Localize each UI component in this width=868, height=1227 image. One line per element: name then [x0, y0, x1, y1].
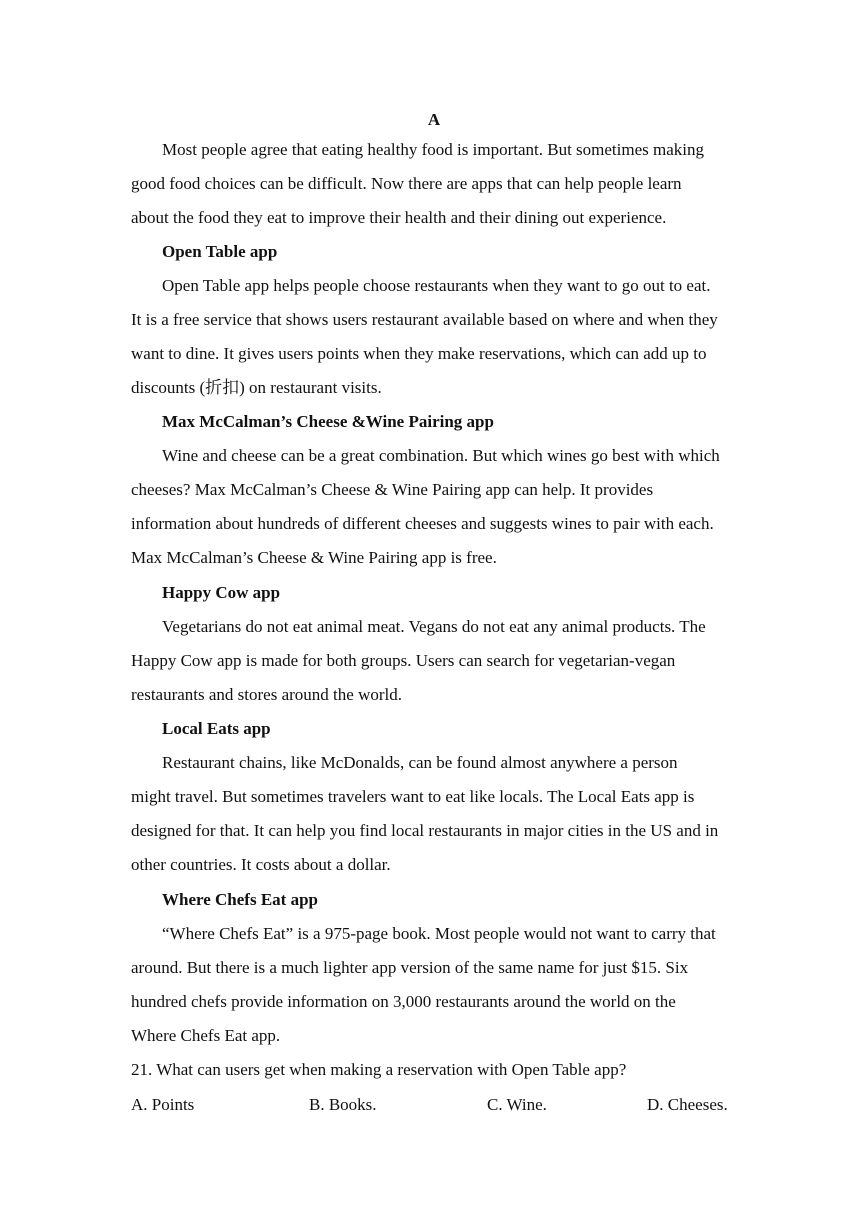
app-heading-where-chefs-eat: Where Chefs Eat app	[162, 890, 318, 909]
app-heading-open-table: Open Table app	[162, 242, 278, 261]
intro-line: about the food they eat to improve their health and their dining out experience.	[131, 208, 667, 227]
app-heading-cheese-wine: Max McCalman’s Cheese &Wine Pairing app	[162, 412, 494, 431]
app-paragraph-line: Restaurant chains, like McDonalds, can be found almost anywhere a person	[162, 753, 678, 772]
option-d: D. Cheeses.	[647, 1095, 728, 1114]
app-paragraph-line: Vegetarians do not eat animal meat. Vegans do not eat any animal products. The	[162, 617, 706, 636]
app-paragraph-line: It is a free service that shows users restaurant available based on where and when they	[131, 310, 718, 329]
app-paragraph-line: hundred chefs provide information on 3,000 restaurants around the world on the	[131, 992, 676, 1011]
app-heading-happy-cow: Happy Cow app	[162, 583, 281, 602]
app-paragraph-line: Happy Cow app is made for both groups. Users can search for vegetarian-vegan	[131, 651, 676, 670]
intro-line: good food choices can be difficult. Now there are apps that can help people learn	[131, 174, 682, 193]
option-a: A. Points	[131, 1095, 195, 1114]
app-paragraph-line: around. But there is a much lighter app version of the same name for just $15. Six	[131, 958, 689, 977]
app-paragraph-line: Wine and cheese can be a great combination. But which wines go best with which	[162, 446, 720, 465]
app-paragraph-line: information about hundreds of different cheeses and suggests wines to pair with each.	[131, 514, 714, 533]
question-text: 21. What can users get when making a reservation with Open Table app?	[131, 1060, 627, 1079]
app-paragraph-line: cheeses? Max McCalman’s Cheese & Wine Pairing app can help. It provides	[131, 480, 654, 499]
app-paragraph-line: other countries. It costs about a dollar.	[131, 855, 391, 874]
intro-line: Most people agree that eating healthy food is important. But sometimes making	[162, 140, 704, 159]
option-c: C. Wine.	[487, 1095, 547, 1114]
app-paragraph-line: designed for that. It can help you find local restaurants in major cities in the US and in	[131, 821, 719, 840]
app-paragraph-line: discounts (折扣) on restaurant visits.	[131, 378, 382, 397]
app-paragraph-line: Where Chefs Eat app.	[131, 1026, 281, 1045]
app-paragraph-line: Open Table app helps people choose restaurants when they want to go out to eat.	[162, 276, 711, 295]
app-paragraph-line: Max McCalman’s Cheese & Wine Pairing app is free.	[131, 548, 497, 567]
app-paragraph-line: “Where Chefs Eat” is a 975-page book. Most people would not want to carry that	[162, 924, 716, 943]
app-paragraph-line: might travel. But sometimes travelers want to eat like locals. The Local Eats app is	[131, 787, 695, 806]
option-b: B. Books.	[309, 1095, 377, 1114]
app-paragraph-line: restaurants and stores around the world.	[131, 685, 402, 704]
section-title: A	[427, 110, 441, 129]
app-heading-local-eats: Local Eats app	[162, 719, 271, 738]
app-paragraph-line: want to dine. It gives users points when they make reservations, which can add up to	[131, 344, 707, 363]
